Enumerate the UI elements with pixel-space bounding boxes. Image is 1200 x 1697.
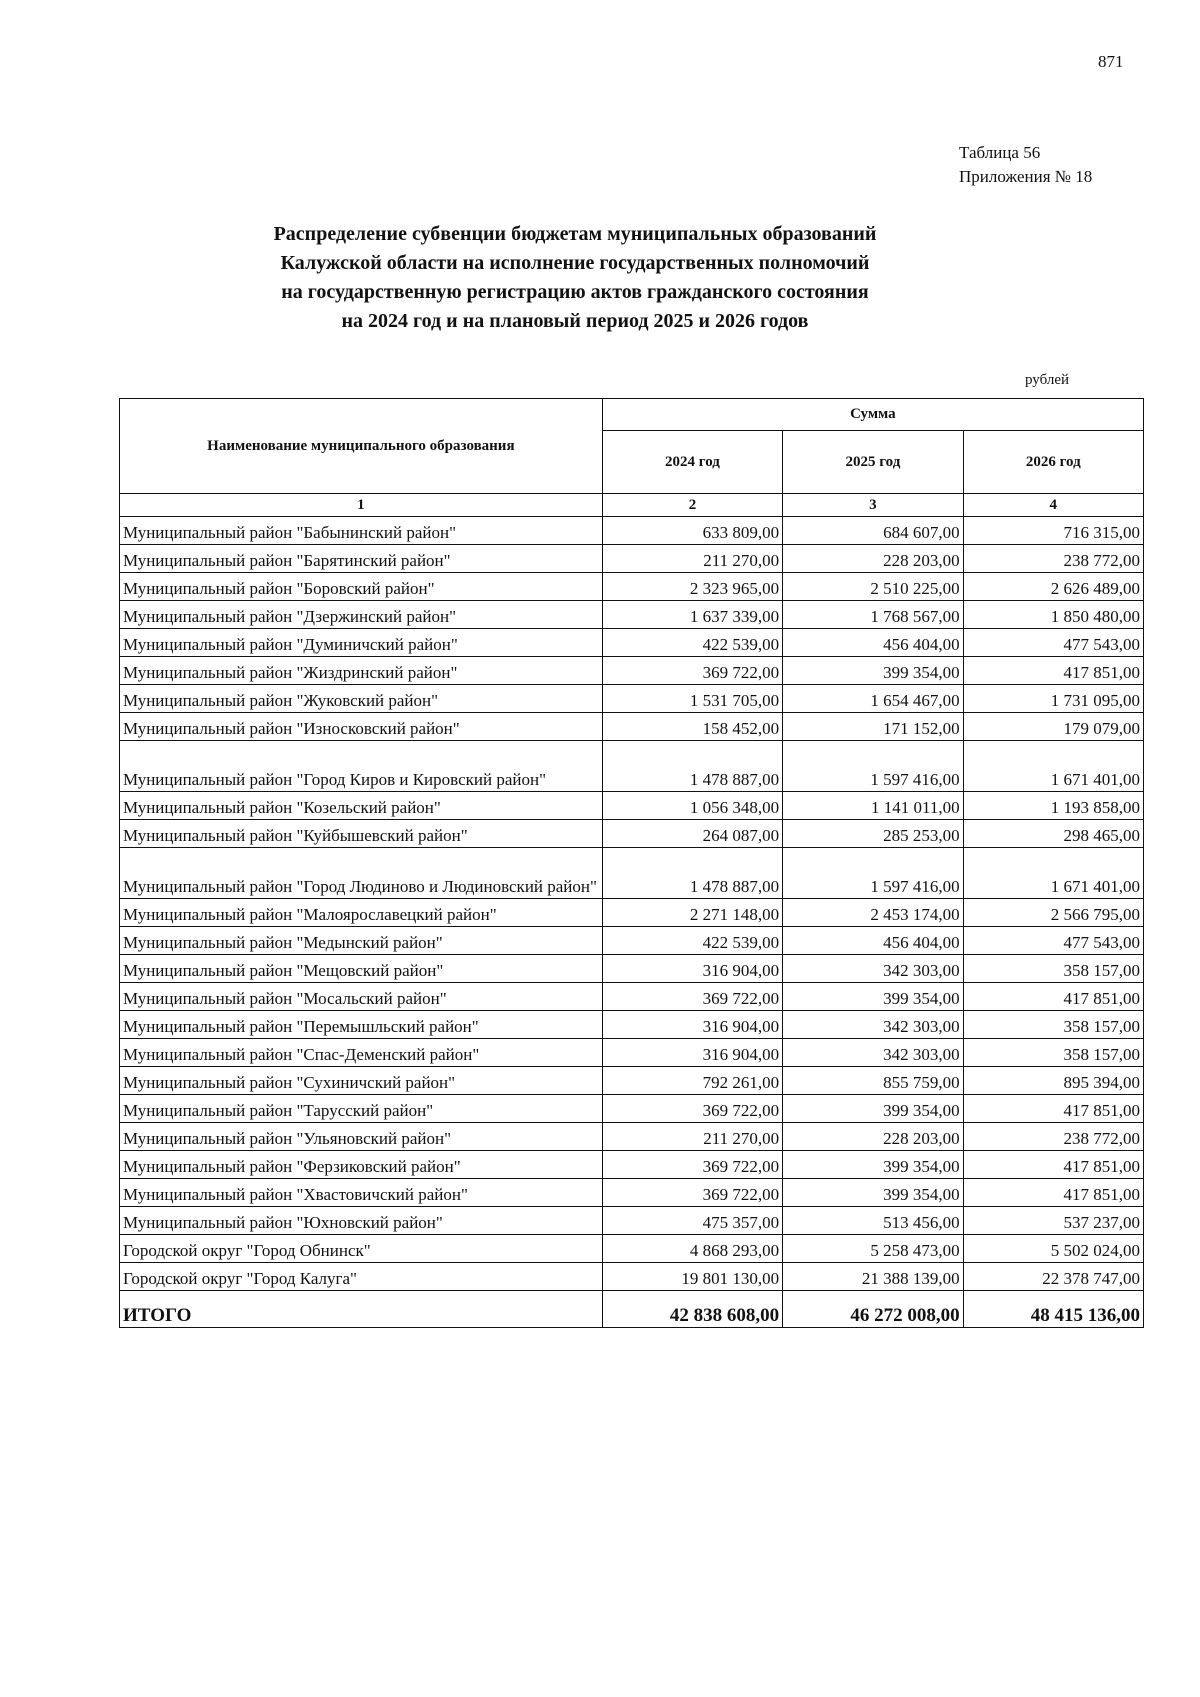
value-2025: 1 768 567,00 — [783, 601, 963, 629]
table-row — [120, 629, 1144, 657]
value-2026: 477 543,00 — [963, 629, 1143, 657]
municipality-name: Муниципальный район "Жуковский район" — [120, 685, 603, 713]
value-2026: 716 315,00 — [963, 517, 1143, 545]
value-2024: 1 637 339,00 — [602, 601, 782, 629]
table-row — [120, 657, 1144, 685]
municipality-name: Муниципальный район "Тарусский район" — [120, 1095, 603, 1123]
value-2026: 1 671 401,00 — [963, 741, 1143, 792]
municipality-name: Муниципальный район "Перемышльский район" — [120, 1011, 603, 1039]
municipality-name: Муниципальный район "Город Людиново и Людиновский район" — [120, 848, 603, 899]
value-2025: 399 354,00 — [783, 983, 963, 1011]
table-row — [120, 927, 1144, 955]
value-2026: 5 502 024,00 — [963, 1235, 1143, 1263]
value-2024: 1 056 348,00 — [602, 792, 782, 820]
table-row — [120, 545, 1144, 573]
value-2025: 1 654 467,00 — [783, 685, 963, 713]
table-row — [120, 1151, 1144, 1179]
value-2024: 369 722,00 — [602, 657, 782, 685]
municipality-name: Муниципальный район "Барятинский район" — [120, 545, 603, 573]
value-2026: 477 543,00 — [963, 927, 1143, 955]
value-2025: 171 152,00 — [783, 713, 963, 741]
value-2025: 342 303,00 — [783, 955, 963, 983]
table-row — [120, 573, 1144, 601]
value-2025: 513 456,00 — [783, 1207, 963, 1235]
value-2025: 399 354,00 — [783, 657, 963, 685]
document-title — [200, 220, 950, 336]
table-reference — [959, 141, 1092, 189]
column-number: 1 — [120, 494, 603, 517]
municipality-name: Муниципальный район "Мосальский район" — [120, 983, 603, 1011]
total-2024: 42 838 608,00 — [602, 1291, 782, 1328]
table-row — [120, 685, 1144, 713]
municipality-name: Муниципальный район "Думиничский район" — [120, 629, 603, 657]
value-2026: 895 394,00 — [963, 1067, 1143, 1095]
table-body — [120, 494, 1144, 1328]
value-2025: 399 354,00 — [783, 1179, 963, 1207]
value-2024: 1 478 887,00 — [602, 741, 782, 792]
value-2024: 369 722,00 — [602, 1095, 782, 1123]
value-2024: 211 270,00 — [602, 1123, 782, 1151]
value-2026: 417 851,00 — [963, 657, 1143, 685]
value-2024: 1 478 887,00 — [602, 848, 782, 899]
table-row — [120, 1039, 1144, 1067]
page-number: 871 — [1098, 52, 1124, 71]
value-2024: 316 904,00 — [602, 955, 782, 983]
value-2024: 792 261,00 — [602, 1067, 782, 1095]
municipality-name: Муниципальный район "Ферзиковский район" — [120, 1151, 603, 1179]
title-line3: на государственную регистрацию актов гражданского состояния — [281, 281, 869, 303]
value-2026: 417 851,00 — [963, 1151, 1143, 1179]
value-2026: 1 731 095,00 — [963, 685, 1143, 713]
table-ref-line2: Приложения № 18 — [959, 167, 1093, 186]
value-2026: 537 237,00 — [963, 1207, 1143, 1235]
value-2026: 22 378 747,00 — [963, 1263, 1143, 1291]
table-row — [120, 1123, 1144, 1151]
header-2025: 2025 год — [783, 431, 963, 494]
table-row — [120, 899, 1144, 927]
value-2025: 399 354,00 — [783, 1151, 963, 1179]
value-2025: 285 253,00 — [783, 820, 963, 848]
table-row — [120, 1235, 1144, 1263]
value-2026: 1 193 858,00 — [963, 792, 1143, 820]
title-line4: на 2024 год и на плановый период 2025 и 2026 годов — [341, 310, 809, 332]
value-2025: 456 404,00 — [783, 629, 963, 657]
value-2024: 422 539,00 — [602, 629, 782, 657]
table-row — [120, 517, 1144, 545]
value-2026: 179 079,00 — [963, 713, 1143, 741]
value-2024: 633 809,00 — [602, 517, 782, 545]
value-2024: 422 539,00 — [602, 927, 782, 955]
header-2024: 2024 год — [602, 431, 782, 494]
municipality-name: Муниципальный район "Город Киров и Кировский район" — [120, 741, 603, 792]
value-2024: 158 452,00 — [602, 713, 782, 741]
table-row — [120, 1207, 1144, 1235]
value-2024: 19 801 130,00 — [602, 1263, 782, 1291]
value-2026: 238 772,00 — [963, 545, 1143, 573]
subvention-table — [119, 398, 1144, 1328]
municipality-name: Муниципальный район "Бабынинский район" — [120, 517, 603, 545]
municipality-name: Муниципальный район "Износковский район" — [120, 713, 603, 741]
value-2025: 2 453 174,00 — [783, 899, 963, 927]
table-row — [120, 1179, 1144, 1207]
table-row — [120, 820, 1144, 848]
value-2026: 417 851,00 — [963, 983, 1143, 1011]
value-2025: 342 303,00 — [783, 1039, 963, 1067]
table-ref-line1: Таблица 56 — [959, 143, 1041, 162]
value-2025: 5 258 473,00 — [783, 1235, 963, 1263]
value-2025: 342 303,00 — [783, 1011, 963, 1039]
value-2024: 369 722,00 — [602, 1151, 782, 1179]
column-number: 3 — [783, 494, 963, 517]
value-2024: 2 271 148,00 — [602, 899, 782, 927]
header-2026: 2026 год — [963, 431, 1143, 494]
municipality-name: Муниципальный район "Ульяновский район" — [120, 1123, 603, 1151]
table-row — [120, 601, 1144, 629]
value-2026: 1 671 401,00 — [963, 848, 1143, 899]
title-line2: Калужской области на исполнение государственных полномочий — [280, 252, 870, 274]
value-2024: 316 904,00 — [602, 1011, 782, 1039]
table-row — [120, 1067, 1144, 1095]
value-2025: 456 404,00 — [783, 927, 963, 955]
value-2024: 475 357,00 — [602, 1207, 782, 1235]
municipality-name: Муниципальный район "Малоярославецкий район" — [120, 899, 603, 927]
value-2026: 238 772,00 — [963, 1123, 1143, 1151]
municipality-name: Муниципальный район "Сухиничский район" — [120, 1067, 603, 1095]
municipality-name: Муниципальный район "Дзержинский район" — [120, 601, 603, 629]
table-row — [120, 1095, 1144, 1123]
value-2024: 369 722,00 — [602, 1179, 782, 1207]
municipality-name: Муниципальный район "Боровский район" — [120, 573, 603, 601]
municipality-name: Муниципальный район "Медынский район" — [120, 927, 603, 955]
value-2024: 369 722,00 — [602, 983, 782, 1011]
value-2025: 1 597 416,00 — [783, 741, 963, 792]
value-2024: 4 868 293,00 — [602, 1235, 782, 1263]
header-name: Наименование муниципального образования — [120, 399, 603, 494]
column-numbers-row — [120, 494, 1144, 517]
column-number: 4 — [963, 494, 1143, 517]
value-2025: 228 203,00 — [783, 1123, 963, 1151]
value-2026: 358 157,00 — [963, 955, 1143, 983]
value-2025: 399 354,00 — [783, 1095, 963, 1123]
total-2025: 46 272 008,00 — [783, 1291, 963, 1328]
value-2024: 316 904,00 — [602, 1039, 782, 1067]
title-line1: Распределение субвенции бюджетам муниципальных образований — [273, 223, 877, 245]
municipality-name: Муниципальный район "Козельский район" — [120, 792, 603, 820]
value-2024: 2 323 965,00 — [602, 573, 782, 601]
value-2025: 855 759,00 — [783, 1067, 963, 1095]
value-2025: 1 597 416,00 — [783, 848, 963, 899]
table-row — [120, 983, 1144, 1011]
value-2026: 417 851,00 — [963, 1095, 1143, 1123]
column-number: 2 — [602, 494, 782, 517]
value-2025: 1 141 011,00 — [783, 792, 963, 820]
municipality-name: Муниципальный район "Спас-Деменский район" — [120, 1039, 603, 1067]
table-row — [120, 1263, 1144, 1291]
total-2026: 48 415 136,00 — [963, 1291, 1143, 1328]
municipality-name: Муниципальный район "Юхновский район" — [120, 1207, 603, 1235]
municipality-name: Муниципальный район "Жиздринский район" — [120, 657, 603, 685]
municipality-name: Муниципальный район "Мещовский район" — [120, 955, 603, 983]
municipality-name: Городской округ "Город Обнинск" — [120, 1235, 603, 1263]
header-sum: Сумма — [602, 399, 1143, 431]
table-row — [120, 741, 1144, 792]
table-row — [120, 955, 1144, 983]
value-2026: 298 465,00 — [963, 820, 1143, 848]
value-2025: 228 203,00 — [783, 545, 963, 573]
value-2024: 211 270,00 — [602, 545, 782, 573]
municipality-name: Муниципальный район "Куйбышевский район" — [120, 820, 603, 848]
value-2025: 21 388 139,00 — [783, 1263, 963, 1291]
value-2025: 684 607,00 — [783, 517, 963, 545]
value-2024: 1 531 705,00 — [602, 685, 782, 713]
value-2026: 417 851,00 — [963, 1179, 1143, 1207]
value-2026: 2 566 795,00 — [963, 899, 1143, 927]
total-label: ИТОГО — [120, 1291, 603, 1328]
value-2024: 264 087,00 — [602, 820, 782, 848]
table-row — [120, 848, 1144, 899]
municipality-name: Городской округ "Город Калуга" — [120, 1263, 603, 1291]
table-row — [120, 1011, 1144, 1039]
table-row — [120, 713, 1144, 741]
units-label: рублей — [1025, 372, 1070, 388]
value-2026: 358 157,00 — [963, 1011, 1143, 1039]
value-2026: 358 157,00 — [963, 1039, 1143, 1067]
table-row — [120, 792, 1144, 820]
value-2025: 2 510 225,00 — [783, 573, 963, 601]
total-row — [120, 1291, 1144, 1328]
municipality-name: Муниципальный район "Хвастовичский район" — [120, 1179, 603, 1207]
value-2026: 1 850 480,00 — [963, 601, 1143, 629]
value-2026: 2 626 489,00 — [963, 573, 1143, 601]
